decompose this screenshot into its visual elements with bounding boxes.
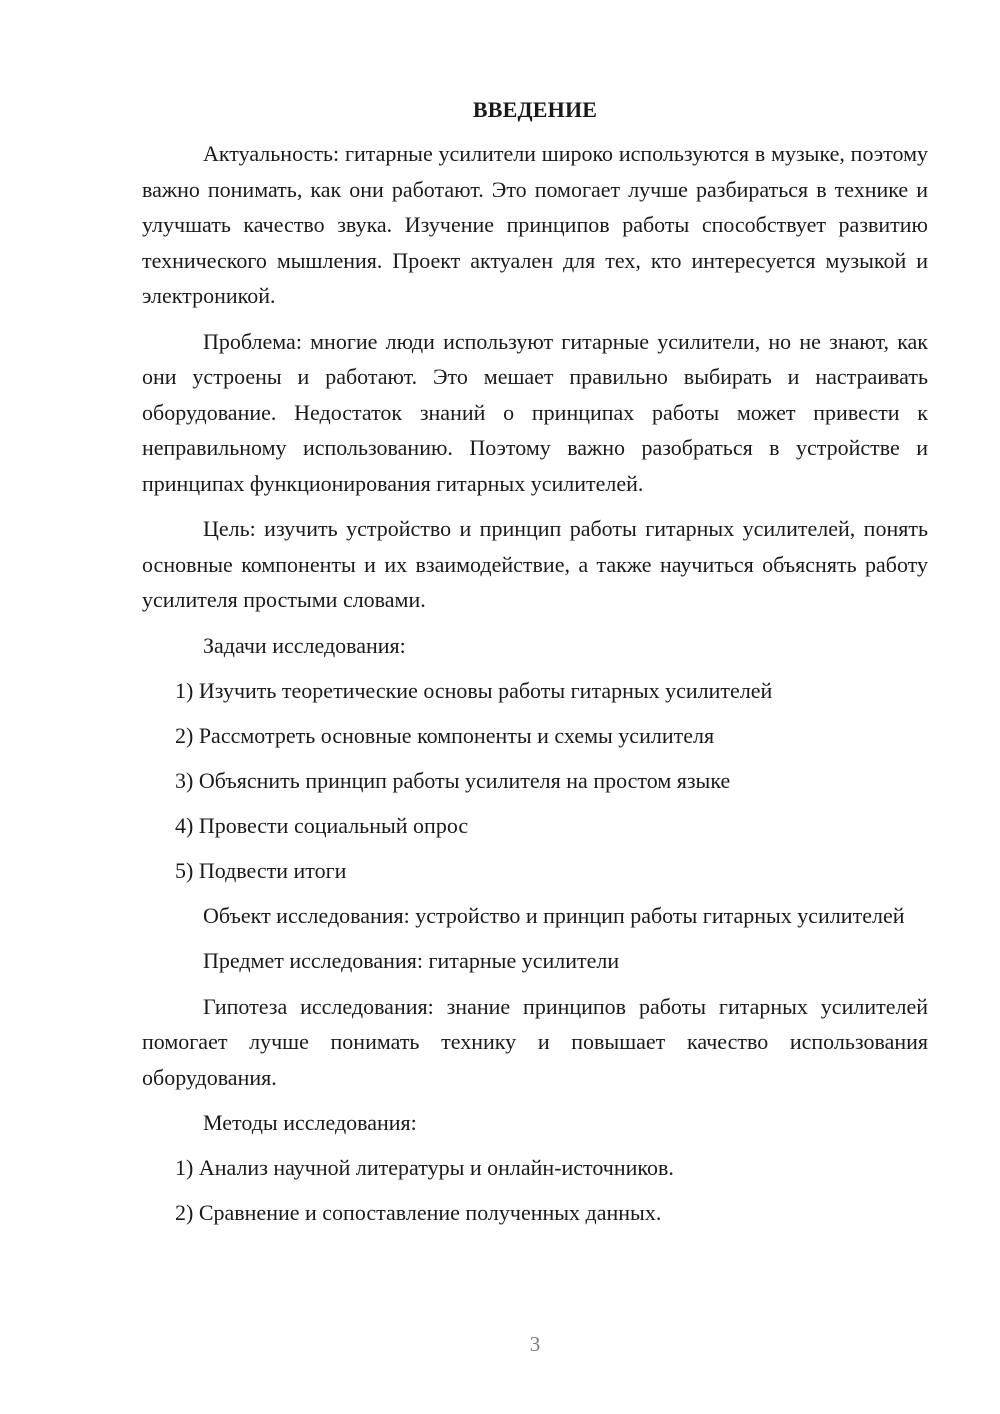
method-item-1: 1) Анализ научной литературы и онлайн-источников. bbox=[175, 1155, 674, 1180]
hypothesis-paragraph: Гипотеза исследования: знание принципов работы гитарных усилителей помогает лучше понимать технику и повышает качество использования оборудования. bbox=[142, 993, 928, 1090]
task-item-1: 1) Изучить теоретические основы работы гитарных усилителей bbox=[175, 677, 773, 703]
problem-paragraph: Проблема: многие люди используют гитарные усилители, но не знают, как они устроены и работают. Это мешает правильно выбирать и настраивать оборудование. Недостаток знаний о принципах работы может привести к неправильному использованию. Поэтому важно разобраться в устройстве и принципах функционирования гитарных усилителей. bbox=[142, 328, 928, 496]
method-item-2: 2) Сравнение и сопоставление полученных данных. bbox=[175, 1200, 662, 1225]
page-number: 3 bbox=[529, 1332, 541, 1356]
methods-heading: Методы исследования: bbox=[203, 1110, 417, 1135]
page-title: ВВЕДЕНИЕ bbox=[472, 97, 598, 122]
object-paragraph: Объект исследования: устройство и принцип работы гитарных усилителей bbox=[203, 902, 905, 928]
document-page bbox=[142, 92, 928, 1231]
tasks-heading: Задачи исследования: bbox=[203, 632, 406, 658]
task-item-3: 3) Объяснить принцип работы усилителя на простом языке bbox=[175, 767, 731, 793]
goal-paragraph: Цель: изучить устройство и принцип работы гитарных усилителей, понять основные компоненты и их взаимодействие, а также научиться объяснять работу усилителя простыми словами. bbox=[142, 516, 928, 612]
task-item-4: 4) Провести социальный опрос bbox=[175, 812, 469, 838]
task-item-5: 5) Подвести итоги bbox=[175, 857, 347, 883]
subject-paragraph: Предмет исследования: гитарные усилители bbox=[203, 948, 620, 973]
relevance-paragraph: Актуальность: гитарные усилители широко используются в музыке, поэтому важно понимать, как они работают. Это помогает лучше разбираться в технике и улучшать качество звука. Изучение принципов работы способствует развитию технического мышления. Проект актуален для тех, кто интересуется музыкой и электроникой. bbox=[142, 141, 928, 308]
task-item-2: 2) Рассмотреть основные компоненты и схемы усилителя bbox=[175, 722, 715, 748]
